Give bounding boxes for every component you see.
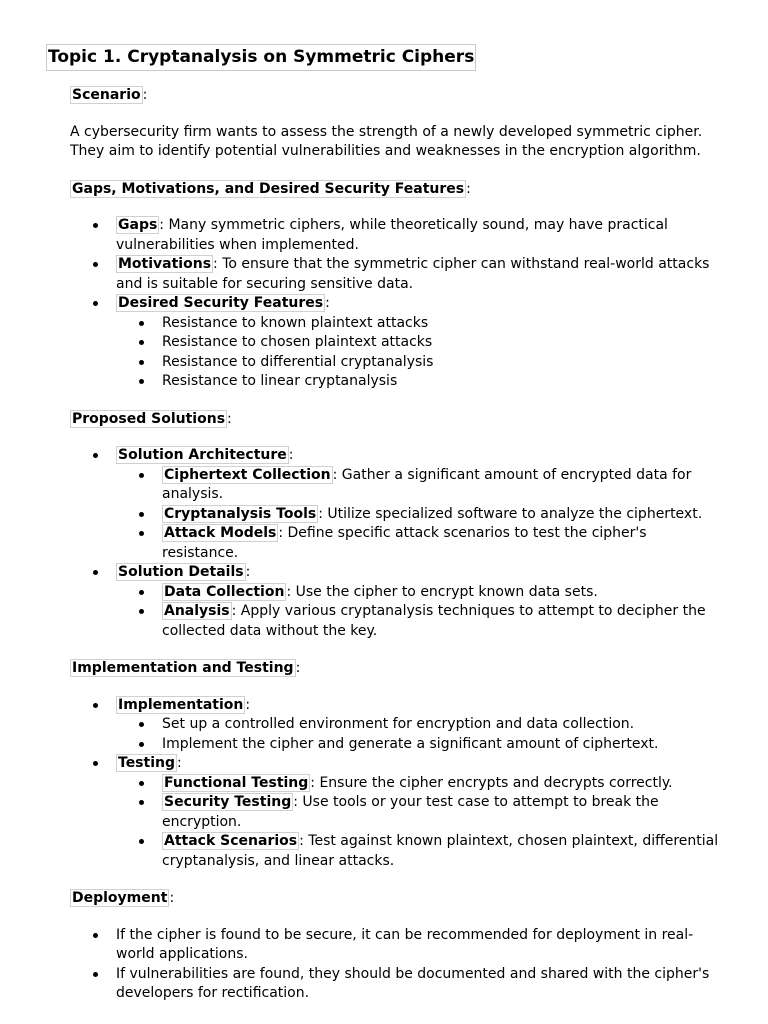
section-heading-implementation: Implementation and Testing :: [72, 660, 301, 676]
item-text: : Many symmetric ciphers, while theoretically sound, may have practical vulnerabilities when implemented.: [116, 217, 668, 253]
scenario-paragraph: A cybersecurity firm wants to assess the strength of a newly developed symmetric cipher. They aim to identify potential vulnerabilities and weaknesses in the encryption algorithm.: [70, 123, 703, 159]
list-item: [116, 505, 726, 525]
section-heading-gaps: Gaps, Motivations, and Desired Security Features :: [72, 180, 471, 197]
item-label: Motivations: [118, 256, 212, 272]
list-item: Solution Architecture : Ciphertext Collection : Gather a significant amount of encrypted data for analysis. Cryptanalysis Tools : Utilize specialized software to analyze the ciphertext. Attack Models : Define specific attack scenarios to test the cipher's resistance.: [70, 446, 726, 563]
item-label: Solution Architecture: [118, 447, 287, 463]
item-label: Desired Security Features: [118, 295, 324, 311]
section-heading-deployment: Deployment :: [72, 890, 175, 906]
item-text: : Use the cipher to encrypt known data sets.: [286, 583, 598, 600]
deployment-list: [70, 926, 726, 1004]
list-item: Resistance to differential cryptanalysis: [116, 353, 726, 373]
page-title: Topic 1. Cryptanalysis on Symmetric Ciphers: [46, 44, 476, 71]
list-item: Set up a controlled environment for encryption and data collection.: [116, 715, 726, 735]
list-item: [116, 774, 726, 794]
item-label: Analysis: [164, 603, 230, 619]
deployment-heading-label: Deployment: [72, 890, 168, 906]
item-text: : Gather a significant amount of encrypted data for analysis.: [162, 466, 692, 502]
testing-list: [116, 774, 726, 872]
architecture-list: [116, 466, 726, 564]
list-item: [116, 466, 726, 505]
list-item: [116, 583, 726, 603]
details-list: [116, 583, 726, 642]
item-label: Solution Details: [118, 564, 244, 580]
list-item: [116, 602, 726, 641]
scenario-heading-label: Scenario: [72, 87, 141, 103]
item-text: : Utilize specialized software to analyze the ciphertext.: [318, 505, 703, 522]
list-item: [70, 294, 726, 392]
item-text: : Use tools or your test case to attempt to break the encryption.: [162, 794, 659, 830]
implementation-list: [70, 696, 726, 872]
features-list: [116, 314, 726, 392]
item-label: Ciphertext Collection: [164, 466, 331, 483]
item-label: Testing: [118, 755, 175, 771]
list-item: Testing : Functional Testing : Ensure the cipher encrypts and decrypts correctly. Security Testing : Use tools or your test case to attempt to break the encryption. Attack Scenarios : Test against known plaintext, chosen plaintext, differential cryptanalysis, and linear attacks.: [70, 754, 726, 871]
item-text: :: [325, 295, 330, 311]
implementation-heading-label: Implementation and Testing: [72, 660, 294, 676]
item-label: Gaps: [118, 217, 158, 233]
list-item: Implement the cipher and generate a significant amount of ciphertext.: [116, 735, 726, 755]
list-item: Resistance to linear cryptanalysis: [116, 372, 726, 392]
list-item: Implementation : Set up a controlled environment for encryption and data collection. Implement the cipher and generate a significant amount of ciphertext.: [70, 696, 726, 755]
list-item: [116, 524, 726, 563]
list-item: [116, 832, 726, 871]
gaps-heading-label: Gaps, Motivations, and Desired Security Features: [72, 180, 465, 197]
item-text: : Ensure the cipher encrypts and decrypts correctly.: [310, 774, 673, 791]
list-item: [70, 255, 726, 294]
list-item: If vulnerabilities are found, they should be documented and shared with the cipher's developers for rectification.: [70, 965, 726, 1004]
section-heading-scenario: Scenario :: [72, 87, 148, 103]
item-text: : Define specific attack scenarios to test the cipher's resistance.: [162, 525, 647, 561]
section-heading-solutions: Proposed Solutions :: [72, 410, 232, 427]
item-text: : Apply various cryptanalysis techniques to attempt to decipher the collected data without the key.: [162, 603, 706, 639]
item-label: Security Testing: [164, 794, 292, 810]
list-item: [116, 793, 726, 832]
document-body: [70, 86, 726, 1022]
list-item: Resistance to known plaintext attacks: [116, 314, 726, 334]
list-item: Solution Details : Data Collection : Use the cipher to encrypt known data sets. Analysis : Apply various cryptanalysis techniques to attempt to decipher the collected data without the key.: [70, 563, 726, 641]
item-label: Data Collection: [164, 583, 285, 600]
list-item: If the cipher is found to be secure, it can be recommended for deployment in real-world applications.: [70, 926, 726, 965]
gaps-list: [70, 216, 726, 392]
list-item: [70, 216, 726, 255]
solutions-list: [70, 446, 726, 641]
item-text: : Test against known plaintext, chosen plaintext, differential cryptanalysis, and linear attacks.: [162, 833, 719, 869]
item-label: Functional Testing: [164, 774, 309, 791]
item-label: Implementation: [118, 696, 244, 713]
item-label: Cryptanalysis Tools: [164, 505, 317, 522]
item-label: Attack Models: [164, 525, 277, 541]
item-label: Attack Scenarios: [164, 833, 298, 849]
list-item: Resistance to chosen plaintext attacks: [116, 333, 726, 353]
solutions-heading-label: Proposed Solutions: [72, 410, 226, 427]
item-text: : To ensure that the symmetric cipher can withstand real-world attacks and is suitable for securing sensitive data.: [116, 256, 710, 292]
impl-steps-list: [116, 715, 726, 754]
